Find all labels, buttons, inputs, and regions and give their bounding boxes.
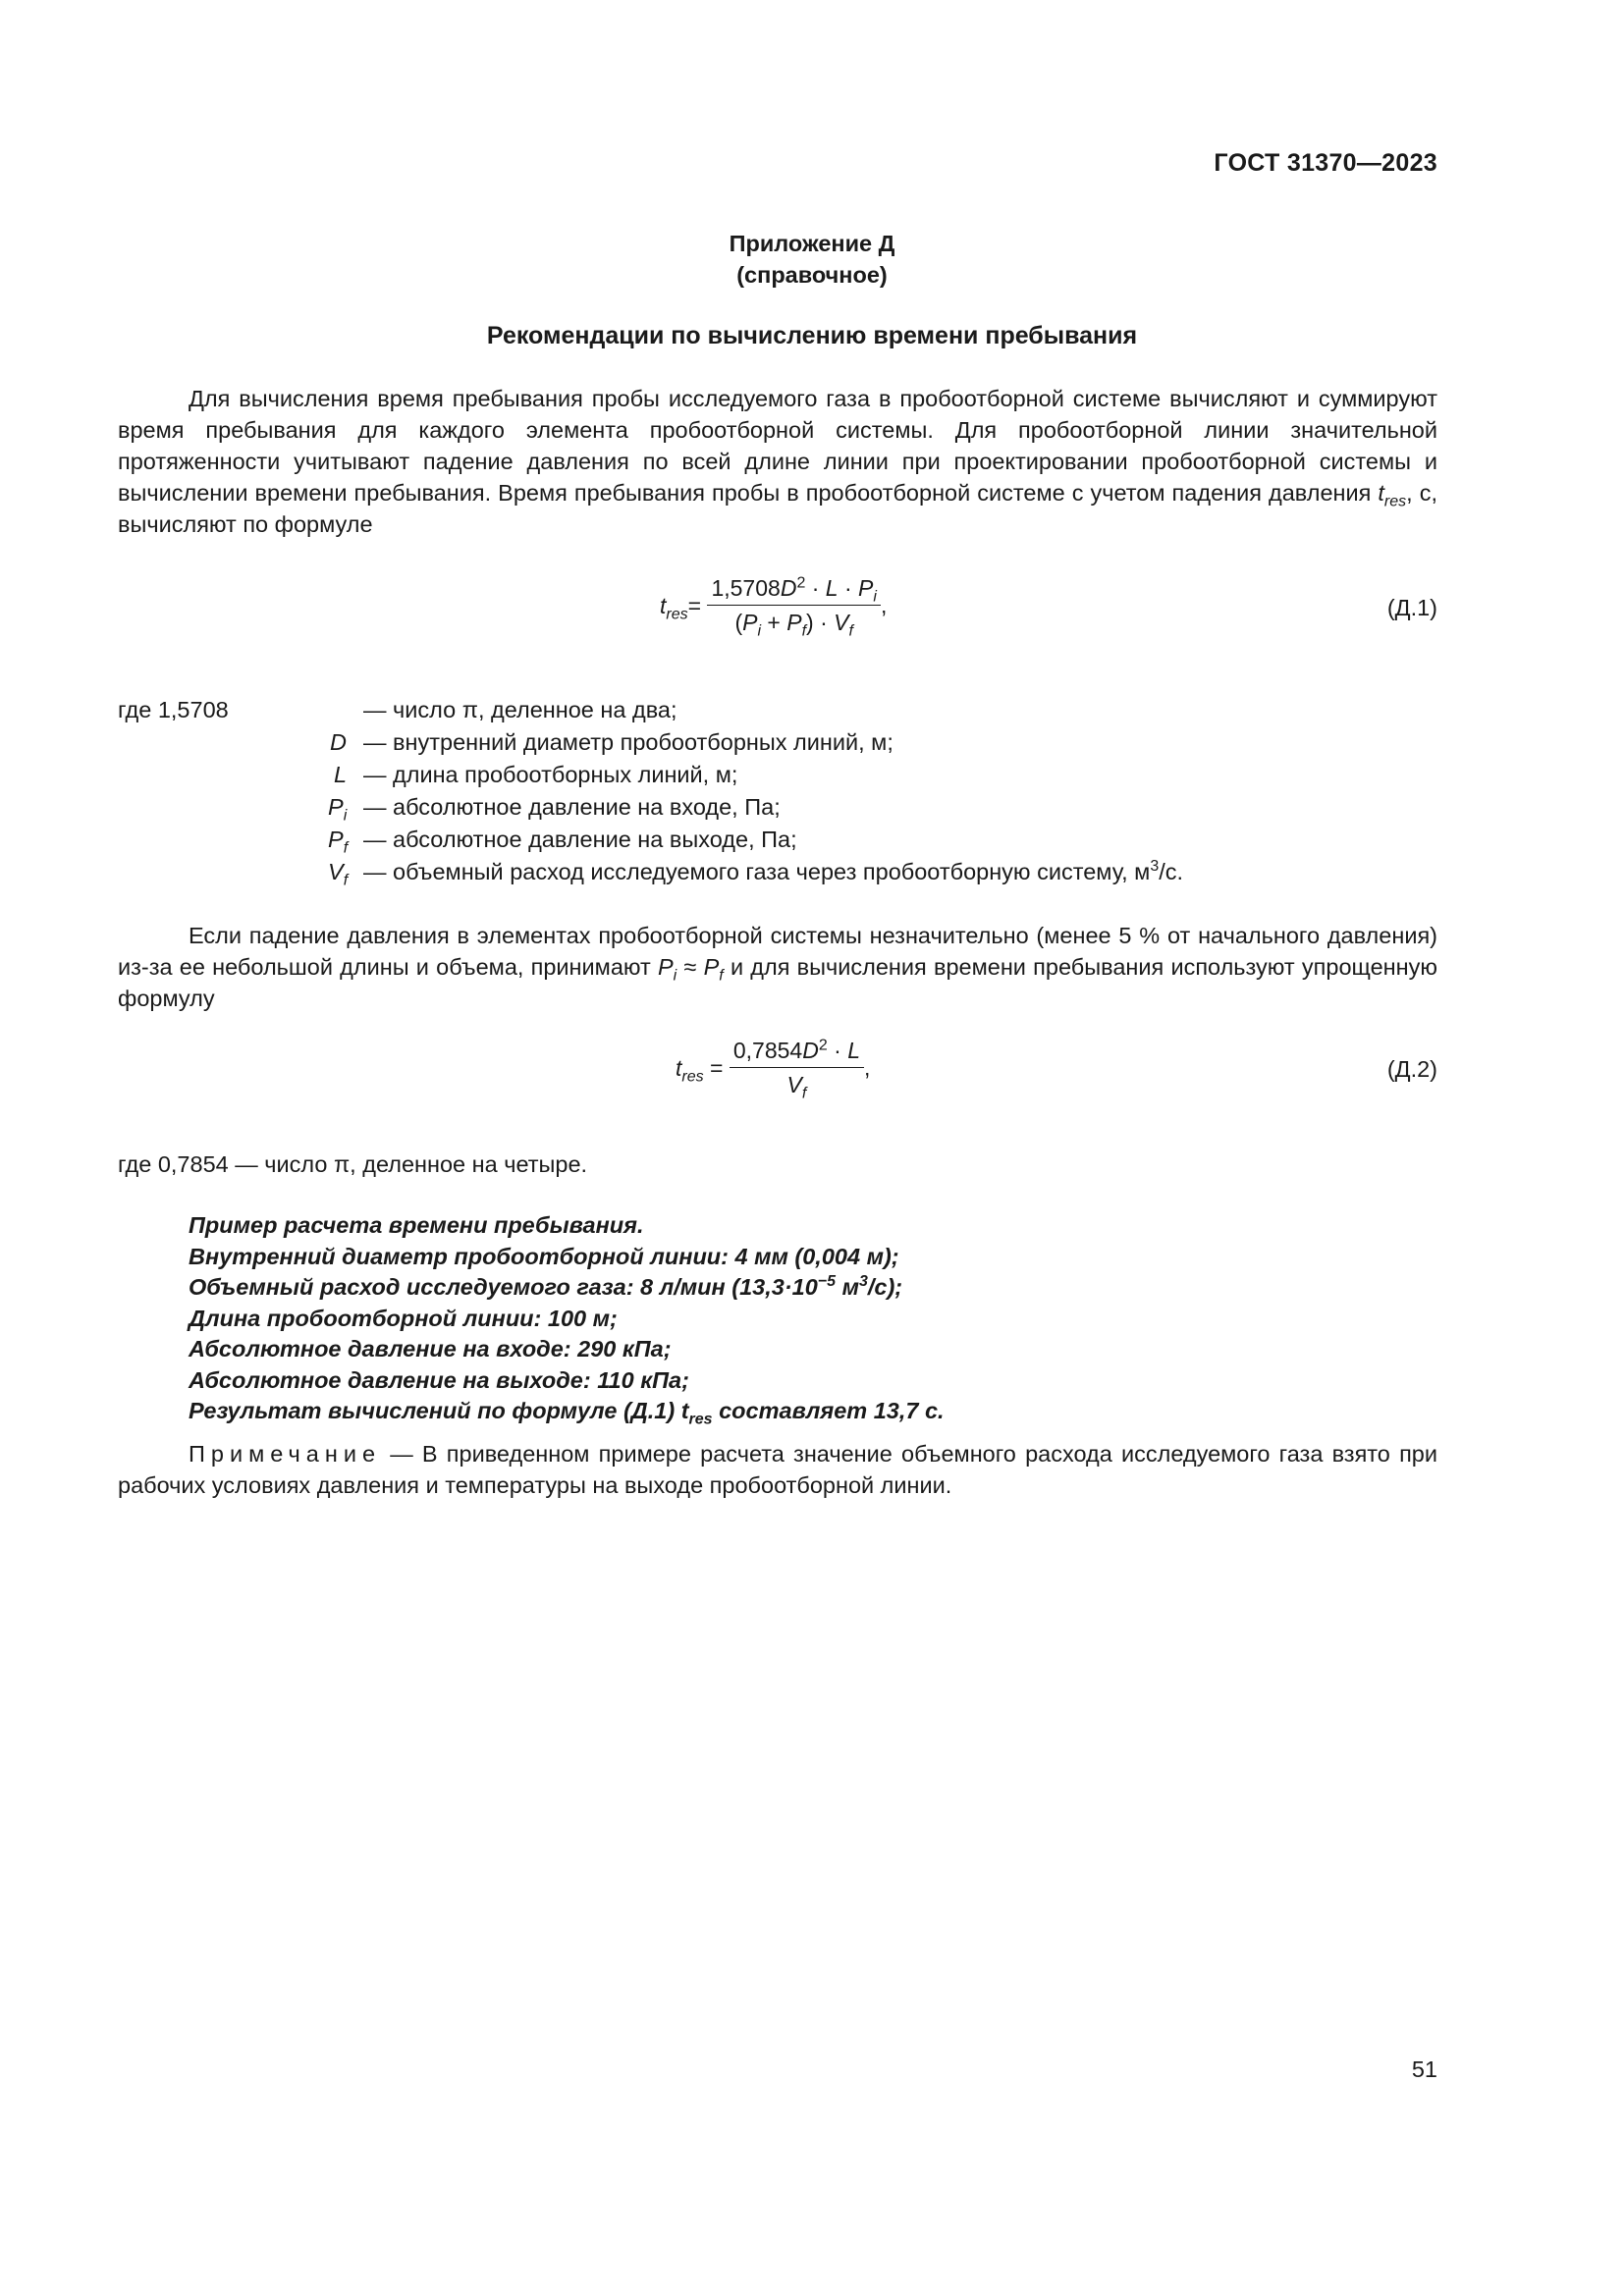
example-line: Результат вычислений по формуле (Д.1) $t_{res}$ составляет 13,7 с. [189,1398,945,1428]
variable-list-2: где 0,7854 — число π, деленное на четыре. [118,1151,588,1177]
formula2-number: (Д.2) [1386,1056,1437,1082]
variable-intro: где 1,5708 [118,697,229,722]
example-block [189,1210,1437,1427]
formula-d1: $t_{res}=$ $\frac{1,5708D^2 \cdot L \cdot P_i}{(P_i + P_f) \cdot V_f}$ , [660,574,888,640]
variable-symbol: D [330,729,347,755]
section-title: Рекомендации по вычислению времени пребывания [486,322,1138,349]
appendix-title: Приложение Д [729,231,895,256]
page-number: 51 [1411,2056,1437,2082]
formula2-numerator: $0,7854D^2 \cdot L$ [730,1037,864,1068]
example-line: Абсолютное давление на выходе: 110 кПа; [189,1366,689,1393]
variable-desc: — объемный расход исследуемого газа через пробоотборную систему, $м^3/с$. [363,858,1184,884]
variable-row: $P_f$ — абсолютное давление на выходе, Па; [118,824,1437,856]
formula-d2: $t_{res}$ = $\frac{0,7854D^2 \cdot L}{V_f}$ , [676,1037,871,1102]
formula2-denominator: $V_f$ [786,1072,807,1102]
appendix-type: (справочное) [736,262,888,288]
note-label: Примечание [189,1441,382,1467]
formula1-lhs: t [660,592,667,618]
note [118,1438,1437,1501]
example-line: Объемный расход исследуемого газа: 8 л/мин ($13,3\cdot 10^{-5}$ $м^3/с$); [189,1273,903,1300]
example-line: Внутренний диаметр пробоотборной линии: 4 мм (0,004 м); [189,1243,899,1269]
intro-paragraph [118,383,1437,540]
formula1-fraction [707,574,881,640]
intro-tail: , с, вычисляют по формуле [118,480,1437,537]
appendix-heading [0,228,1624,291]
residence-time-symbol: t [1378,480,1384,506]
variable-desc: — внутренний диаметр пробоотборных линий, м; [363,729,893,755]
variable-desc: — число π, деленное на два; [363,697,677,722]
note-text: — В приведенном примере расчета значение объемного расхода исследуемого газа взято при рабочих условиях давления и температуры на выходе пробоотборной линии. [118,1441,1437,1498]
variable-symbol: L [334,762,348,787]
variable-row [118,759,1437,791]
variable-symbol: P [328,794,344,820]
example-line: Абсолютное давление на входе: 290 кПа; [189,1336,672,1362]
formula2-fraction [730,1037,864,1102]
variable-row [118,726,1437,759]
variable-desc: — длина пробоотборных линий, м; [363,762,738,787]
formula1-denominator: $(P_i + P_f) \cdot V_f$ [734,610,853,640]
variable-row [118,694,1437,726]
variable-desc: — абсолютное давление на выходе, Па; [363,827,797,852]
variable-row: $P_i$ — абсолютное давление на входе, Па; [118,791,1437,824]
simplified-paragraph: Если падение давления в элементах пробоотборной системы незначительно (менее 5 % от начального давления) из-за ее небольшой длины и объема, принимают $P_i \approx P_f$ и для вычисления времени пребывания используют упрощенную формулу [118,923,1437,1011]
formula2-lhs: t [676,1054,682,1081]
example-line: Длина пробоотборной линии: 100 м; [189,1305,618,1331]
simplified-tail: и для вычисления времени пребывания используют упрощенную формулу [118,954,1437,1011]
variable-symbol: V [328,859,344,884]
residence-time-sub: res [1383,493,1407,510]
example-line: Пример расчета времени пребывания. [189,1212,644,1238]
document-code: ГОСТ 31370—2023 [1214,149,1437,177]
variable-symbol: P [328,827,344,852]
variable-list [118,694,1437,888]
simplified-text: Если падение давления в элементах пробоотборной системы незначительно (менее 5 % от начального давления) из-за ее небольшой длины и объема, принимают [118,923,1437,980]
formula1-lhs-sub: res [666,606,688,623]
variable-row: $V_f$ — объемный расход исследуемого газа через пробоотборную систему, $м^3/с$. [118,856,1437,888]
formula1-numerator: $1,5708D^2 \cdot L \cdot P_i$ [707,574,881,606]
variable-desc: — абсолютное давление на входе, Па; [363,794,781,820]
formula1-number: (Д.1) [1386,595,1437,620]
intro-text: Для вычисления время пребывания пробы исследуемого газа в пробоотборной системе вычисляют и суммируют время пребывания для каждого элемента пробоотборной системы. Для пробоотборной линии значительной протяженности учитывают падение давления по всей длине линии при проектировании пробоотборной системы и вычислении времени пребывания. Время пребывания пробы в пробоотборной системе с учетом падения давления [118,386,1437,506]
